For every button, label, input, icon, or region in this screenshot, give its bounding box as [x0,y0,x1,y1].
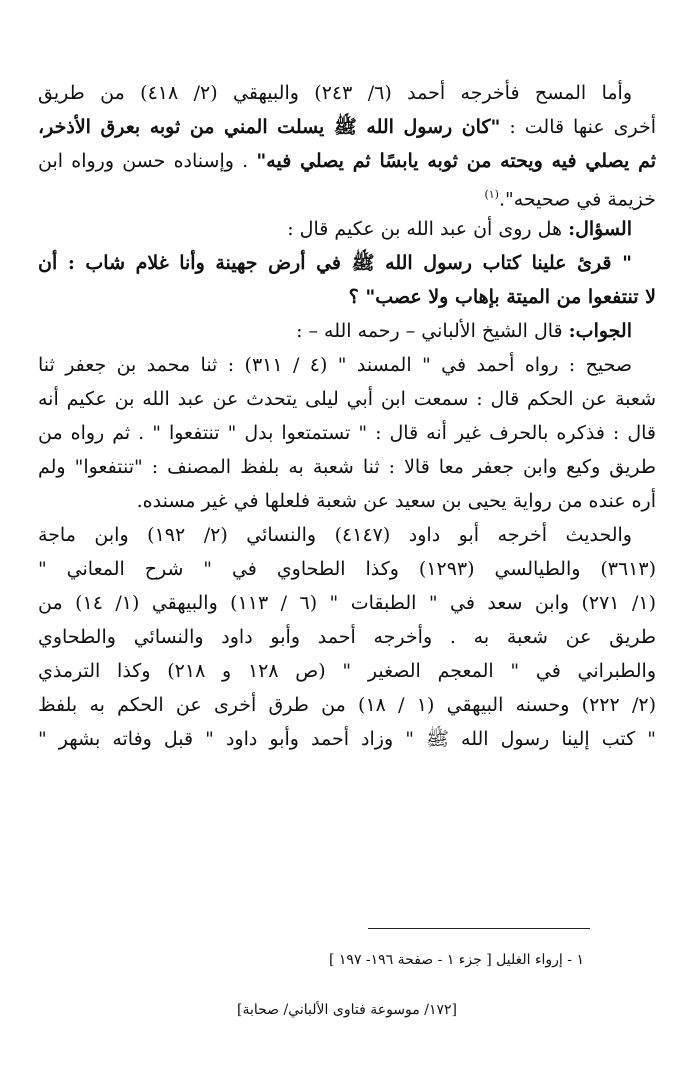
footnote-reference: (١) [484,188,499,201]
answer-line [38,382,656,416]
paragraph-line [38,654,656,688]
paragraph-line [38,76,656,110]
answer-heading [38,314,656,348]
answer-label: الجواب: [568,320,632,342]
text-run: (١/ ٢٧١) وابن سعد في " الطبقات " (٦ / ١١٣) والبيهقي (١/ ١٤) من [38,592,656,614]
text-run: (٣٦١٣) والطيالسي (١٢٩٣) وكذا الطحاوي في " شرح المعاني " [38,558,656,580]
paragraph-line [38,144,656,178]
text-run: والحديث أخرجه أبو داود (٤١٤٧) والنسائي (٢/ ١٩٢) وابن ماجة [38,524,632,546]
answer-line [38,450,656,484]
footnote-divider [368,928,590,929]
text-run: طريق عن شعبة به . وأخرجه أحمد وأبو داود والنسائي والطحاوي [38,626,656,648]
answer-line [38,416,656,450]
paragraph-line [38,688,656,722]
answer-line [38,348,656,382]
text-run: أخرى عنها قالت : [500,116,656,138]
text-run: " كتب إلينا رسول الله ﷺ " وزاد أحمد وأبو داود " قبل وفاته بشهر " [38,728,656,750]
hadith-quote: ثم يصلي فيه ويحته من ثوبه يابسًا ثم يصلي فيه" [256,150,656,172]
text-run: (٢/ ٢٢٢) وحسنه البيهقي (١ / ١٨) من طرق أخرى عن الحكم به بلفظ [38,694,656,716]
hadith-quote: لا تنتفعوا من الميتة بإهاب ولا عصب" ؟ [348,286,656,308]
paragraph-line [38,620,656,654]
paragraph-line [38,110,656,144]
body-text [38,76,656,756]
paragraph-line [38,552,656,586]
question-quote-line [38,246,656,280]
hadith-quote: "كان رسول الله ﷺ يسلت المني من ثوبه بعرق الأذخر، [38,116,501,138]
text-run: شعبة عن الحكم قال : سمعت ابن أبي ليلى يتحدث عن عبد الله بن عكيم أنه [38,388,656,410]
text-run: قال : فذكره بالحرف غير أنه قال : " تستمتعوا بدل " تنتفعوا " . ثم رواه من [38,422,656,444]
hadith-quote: " قرئ علينا كتاب رسول الله ﷺ في أرض جهينة وأنا غلام شاب : أن [38,252,632,274]
text-run: أره عنده من رواية يحيى بن سعيد عن شعبة فلعلها في غير مسنده. [136,490,656,512]
page-footer: [١٧٢/ موسوعة فتاوى الألباني/ صحابة] [237,1002,457,1018]
paragraph-line [38,178,656,212]
question-intro: هل روى أن عبد الله بن عكيم قال : [287,218,569,240]
paragraph-line [38,518,656,552]
footnote: ١ - إرواء الغليل [ جزء ١ - صفحة ١٩٦- ١٩٧ ] [328,952,584,968]
text-run: صحيح : رواه أحمد في " المسند " (٤ / ٣١١) : ثنا محمد بن جعفر ثنا [38,354,632,376]
text-run: وأما المسح فأخرجه أحمد (٦/ ٢٤٣) والبيهقي (٢/ ٤١٨) من طريق [38,82,632,104]
answer-intro: قال الشيخ الألباني – رحمه الله – : [296,320,569,342]
paragraph-line [38,586,656,620]
answer-line [38,484,656,518]
question-quote-line [38,280,656,314]
question-label: السؤال: [568,218,632,240]
paragraph-line [38,722,656,756]
question-line [38,212,656,246]
text-run: . وإسناده حسن ورواه ابن [38,150,257,172]
text-run: خزيمة في صحيحه". [498,188,656,211]
text-run: طريق وكيع وابن جعفر معا قالا : ثنا شعبة به بلفظ المصنف : "تنتفعوا" ولم [38,456,656,478]
text-run: والطبراني في " المعجم الصغير " (ص ١٢٨ و ٢١٨) وكذا الترمذي [38,660,656,682]
